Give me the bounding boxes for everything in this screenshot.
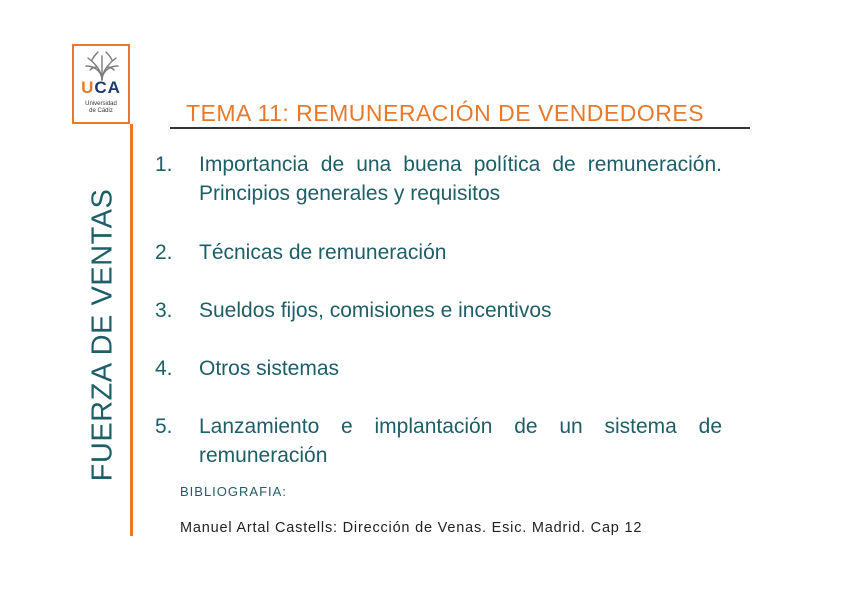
- item-text: Sueldos fijos, comisiones e incentivos: [199, 299, 552, 322]
- sidebar-divider: [130, 124, 133, 536]
- list-item: [155, 238, 725, 267]
- list-item: [155, 412, 725, 470]
- page-title: TEMA 11: REMUNERACIÓN DE VENDEDORES: [186, 100, 705, 126]
- university-logo: [72, 44, 130, 124]
- item-text: Técnicas de remuneración: [199, 241, 447, 264]
- sidebar-title: FUERZA DE VENTAS: [86, 188, 119, 482]
- bibliography-reference: Manuel Artal Castells: Dirección de Venas. Esic. Madrid. Cap 12: [180, 520, 643, 536]
- item-number: 2.: [155, 241, 173, 264]
- list-item: [155, 150, 725, 208]
- item-text: Importancia de una buena política de remuneración. Principios generales y requisitos: [199, 153, 722, 205]
- list-item: [155, 354, 725, 383]
- item-number: 3.: [155, 299, 173, 322]
- logo-wordmark: UCA: [81, 78, 121, 97]
- item-text: Otros sistemas: [199, 357, 340, 380]
- list-item: [155, 296, 725, 325]
- item-text: Lanzamiento e implantación de un sistema de remuneración: [199, 415, 722, 467]
- item-number: 5.: [155, 415, 173, 438]
- logo-subtitle: Universidad de Cádiz: [85, 101, 117, 114]
- bibliography-label: BIBLIOGRAFIA:: [180, 484, 287, 499]
- item-number: 4.: [155, 357, 173, 380]
- title-underline: [170, 127, 750, 129]
- item-number: 1.: [155, 153, 173, 176]
